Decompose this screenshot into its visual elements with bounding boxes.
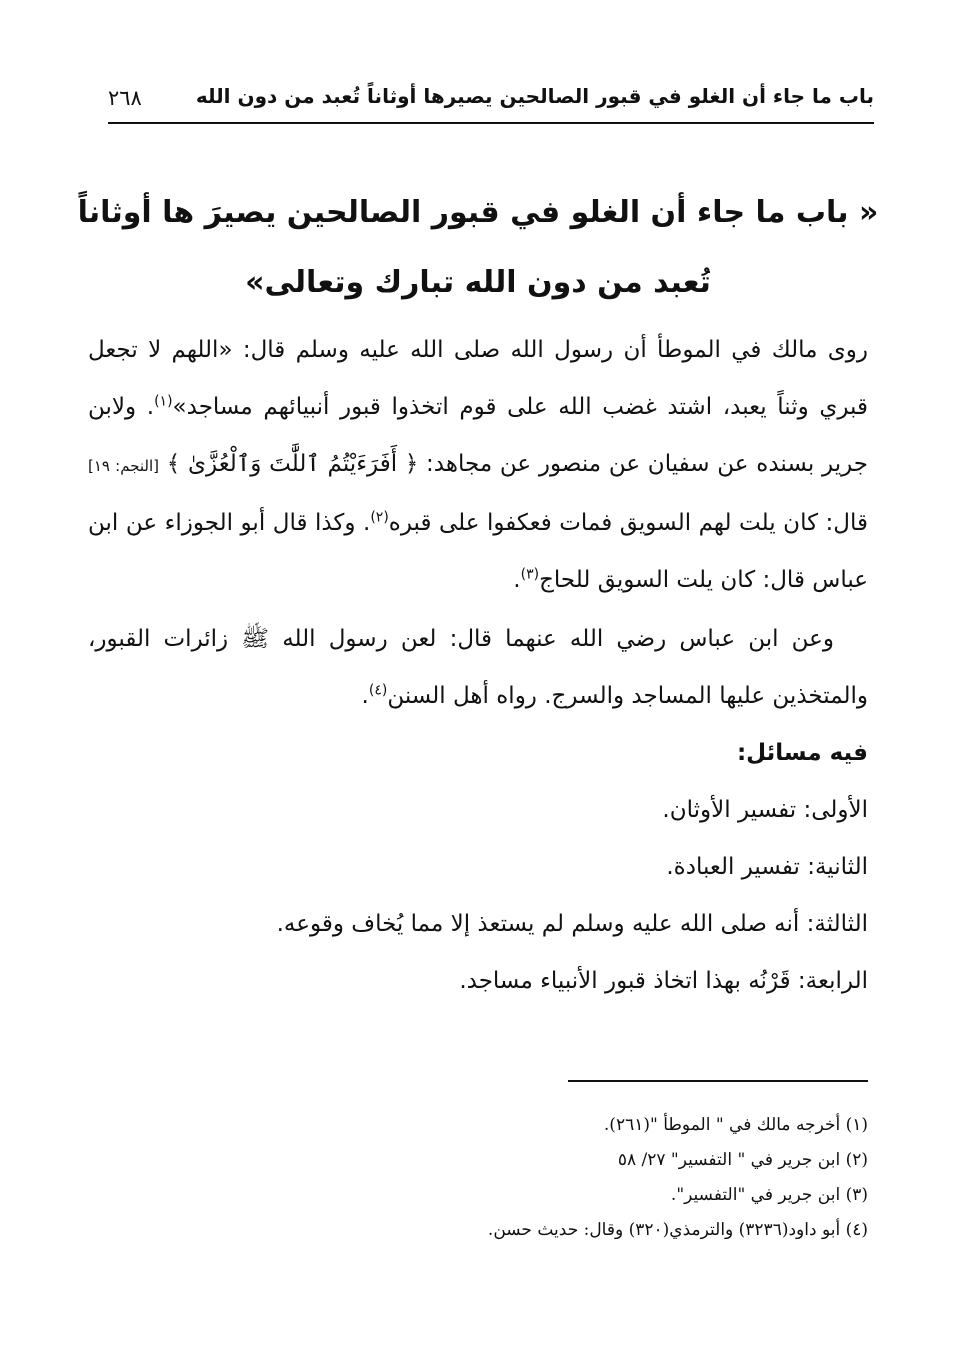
- paragraph-1-text-c: قال: كان يلت لهم السويق فمات فعكفوا على قبره: [388, 510, 869, 536]
- footnote-4: (٤) أبو داود(٣٢٣٦) والترمذي(٣٢٠) وقال: حديث حسن.: [487, 1220, 868, 1240]
- footnotes: [88, 1108, 868, 1248]
- paragraph-1-text-a: روى مالك في الموطأ أن رسول الله صلى الله عليه وسلم قال: «اللهم لا تجعل قبري وثناً يعبد، اشتد غضب الله على قوم اتخذوا قبور أنبيائهم مساجد»: [88, 337, 868, 420]
- paragraph-2: [88, 611, 868, 725]
- footnote-ref-2: (٢): [370, 509, 389, 526]
- chapter-title: [70, 178, 886, 318]
- issue-item-2: الثانية: تفسير العبادة.: [666, 854, 868, 880]
- footnote-divider: [568, 1080, 868, 1082]
- issue-item-3: الثالثة: أنه صلى الله عليه وسلم لم يستعذ إلا مما يُخاف وقوعه.: [276, 911, 868, 937]
- paragraph-1-text-b: . ولابن جرير بسنده عن سفيان عن منصور عن مجاهد:: [88, 394, 868, 477]
- issue-item-4: الرابعة: قَرْنُه بهذا اتخاذ قبور الأنبياء مساجد.: [459, 968, 868, 994]
- footnote-1: (١) أخرجه مالك في " الموطأ "(٢٦١).: [603, 1115, 868, 1135]
- issue-item-1: الأولى: تفسير الأوثان.: [662, 797, 868, 823]
- footnote-2: (٢) ابن جرير في " التفسير" ٢٧/ ٥٨: [617, 1150, 868, 1170]
- quran-verse: ﴿ أَفَرَءَيْتُمُ ٱللَّٰتَ وَٱلْعُزَّىٰ ﴾: [166, 451, 419, 477]
- issues-heading: فيه مسائل:: [736, 740, 868, 766]
- paragraph-1-end: .: [513, 567, 521, 593]
- footnote-ref-3: (٣): [520, 566, 540, 583]
- body-text: [88, 322, 868, 1010]
- paragraph-2-text: وعن ابن عباس رضي الله عنهما قال: لعن رسول الله ﷺ زائرات القبور، والمتخذين عليها المساجد والسرج. رواه أهل السنن: [88, 626, 868, 709]
- footnote-3: (٣) ابن جرير في "التفسير".: [670, 1185, 868, 1205]
- running-title: باب ما جاء أن الغلو في قبور الصالحين يصيرها أوثاناً تُعبد من دون الله: [195, 84, 874, 108]
- page-number: ٢٦٨: [108, 86, 142, 110]
- paragraph-1: [88, 322, 868, 609]
- running-header: [108, 82, 874, 124]
- footnote-ref-4: (٤): [368, 682, 388, 699]
- paragraph-1-text-d: . وكذا قال أبو الجوزاء عن ابن عباس قال: كان يلت السويق للحاج: [88, 510, 868, 593]
- paragraph-2-end: .: [361, 683, 369, 709]
- chapter-title-line-2: تُعبد من دون الله تبارك وتعالى»: [245, 265, 711, 300]
- quran-reference: [النجم: ١٩]: [88, 457, 160, 475]
- footnote-ref-1: (١): [154, 393, 173, 410]
- chapter-title-line-1: « باب ما جاء أن الغلو في قبور الصالحين يصيرَ ها أوثاناً: [77, 195, 879, 230]
